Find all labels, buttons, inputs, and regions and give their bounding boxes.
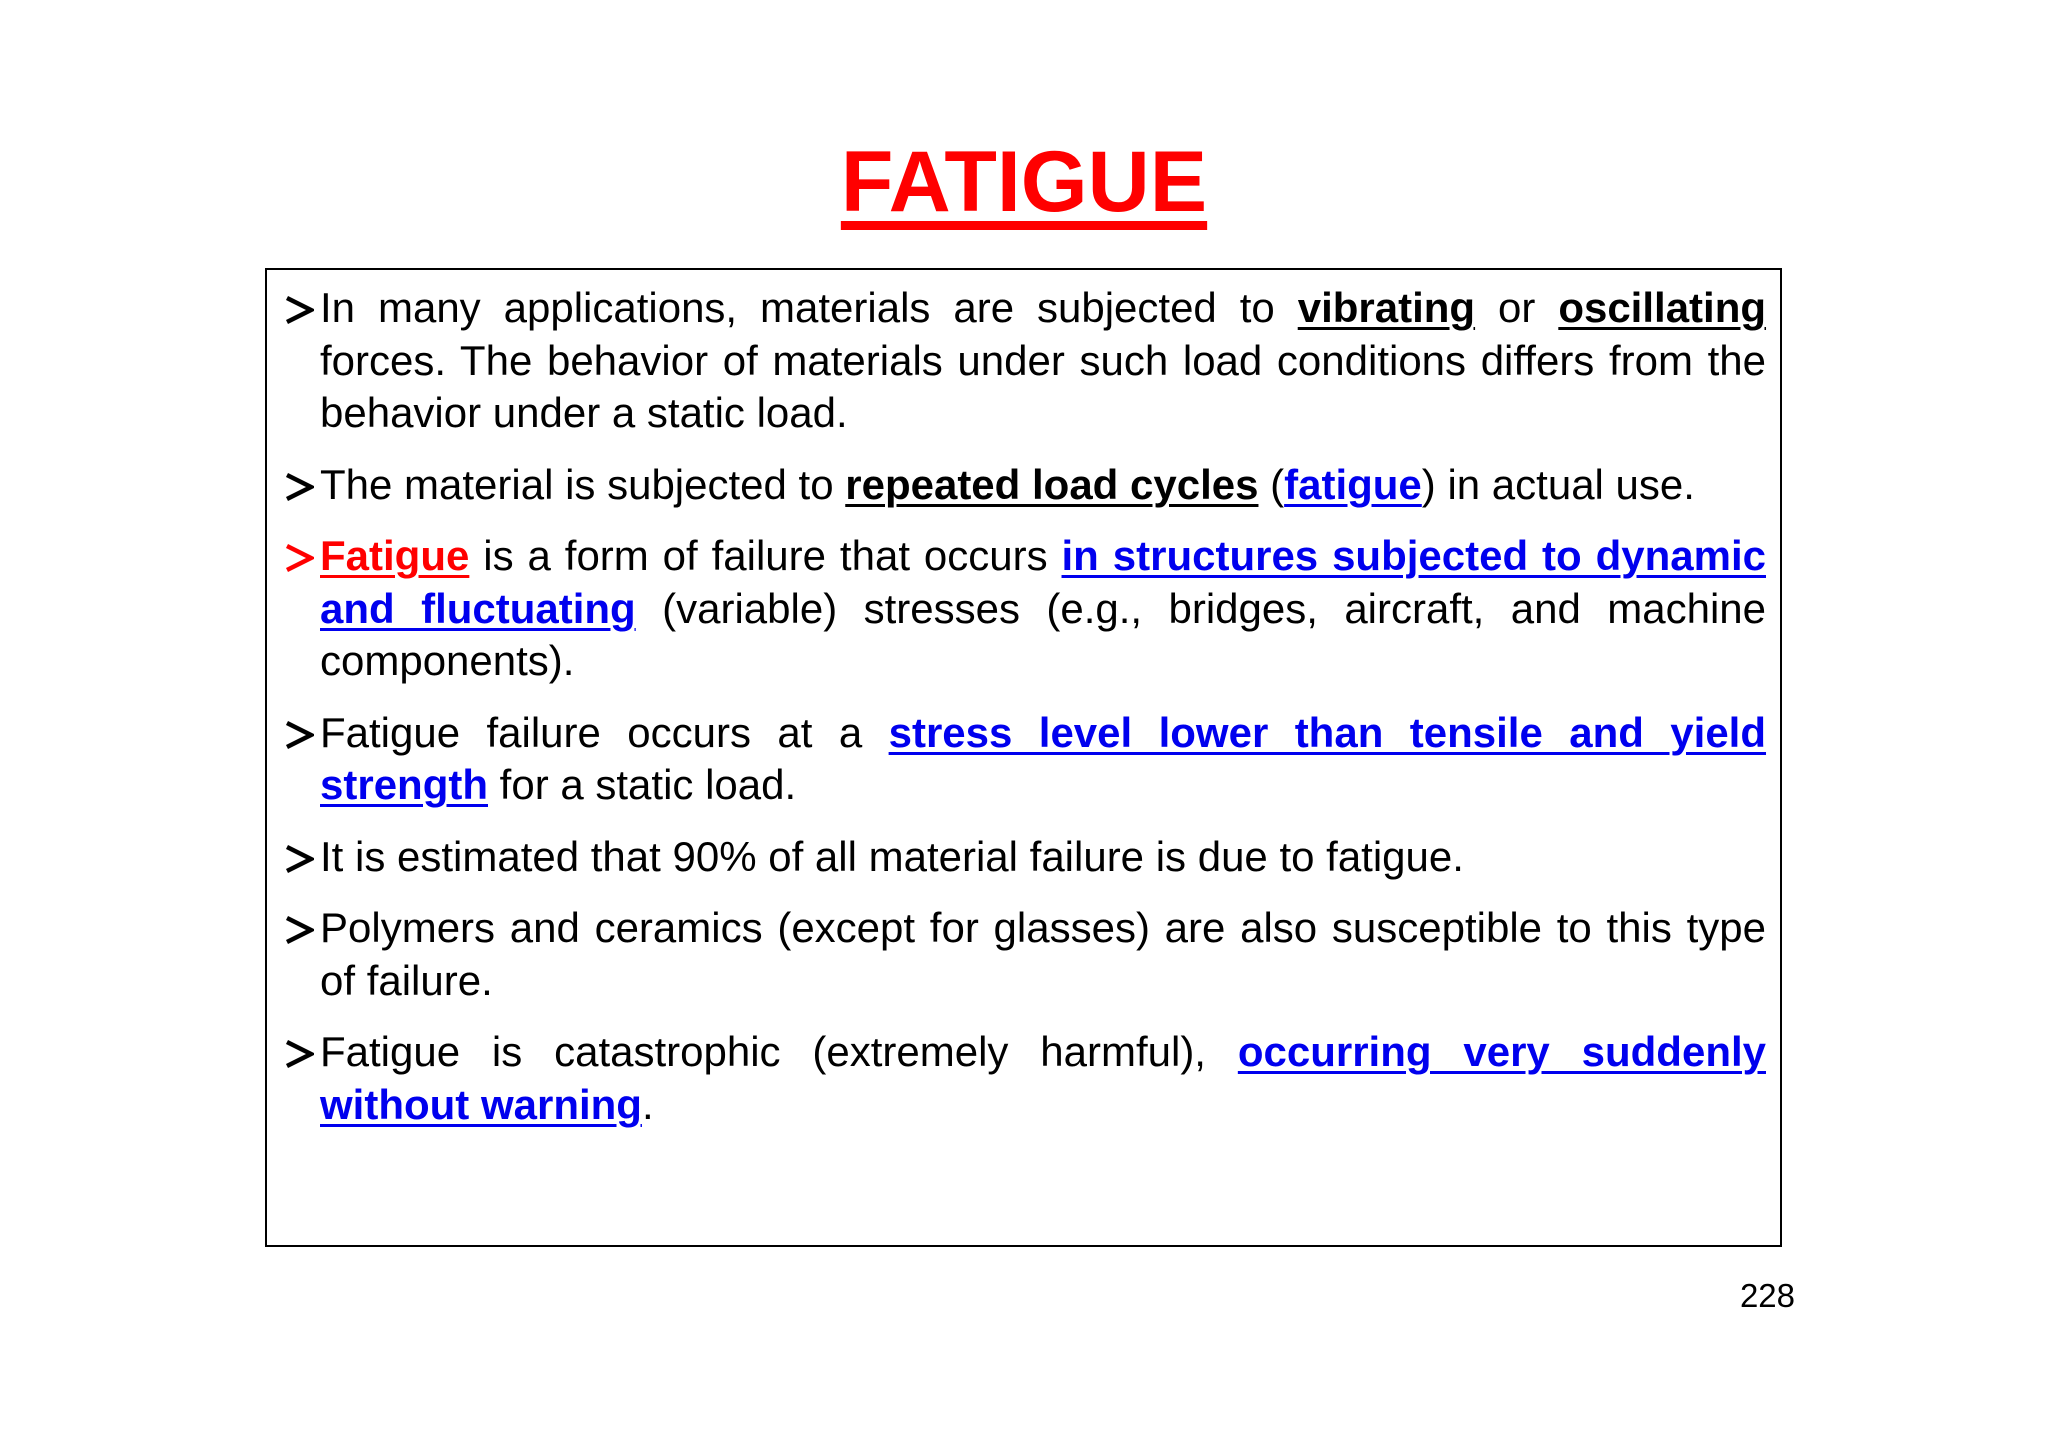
slide-title-text: FATIGUE	[840, 134, 1208, 230]
emphasized-term: stress level lower than tensile and yield strength	[320, 708, 1767, 808]
bullet-list	[284, 282, 1766, 1150]
bullet-text: is a form of failure that occurs	[469, 532, 1062, 579]
emphasized-term: repeated load cycles	[845, 460, 1259, 508]
arrowhead-bullet-icon	[284, 902, 320, 945]
bullet-item	[284, 707, 1766, 812]
emphasized-term: in structures subjected to dynamic and fluctuating	[320, 532, 1766, 632]
bullet-item	[284, 459, 1766, 512]
arrowhead-bullet-icon	[284, 282, 320, 325]
bullet-text: .	[641, 1080, 654, 1128]
emphasized-term: oscillating	[1558, 284, 1767, 331]
bullet-text: (	[1258, 460, 1285, 508]
bullet-text: or	[1475, 284, 1559, 331]
arrowhead-bullet-icon	[284, 707, 320, 750]
slide-title	[0, 132, 2048, 232]
bullet-item	[284, 831, 1766, 884]
content-box	[265, 268, 1782, 1247]
arrowhead-bullet-icon	[284, 530, 320, 573]
bullet-text: ) in actual use.	[1421, 460, 1695, 508]
bullet-text: for a static load.	[488, 761, 797, 808]
bullet-item	[284, 282, 1766, 440]
bullet-text: forces. The behavior of materials under such load conditions differs from the behavior under a static load.	[320, 336, 1766, 436]
page-number: 228	[1739, 1277, 1795, 1314]
bullet-text: Fatigue is catastrophic (extremely harmful),	[320, 1028, 1238, 1075]
bullet-item	[284, 902, 1766, 1007]
arrowhead-bullet-icon	[284, 831, 320, 874]
arrowhead-bullet-icon	[284, 1026, 320, 1069]
emphasized-term: occurring very suddenly without warning	[320, 1028, 1766, 1128]
bullet-text: (variable) stresses (e.g., bridges, aircraft, and machine components).	[320, 584, 1766, 684]
bullet-text: In many applications, materials are subjected to	[320, 284, 1298, 331]
bullet-item	[284, 530, 1766, 688]
bullet-text: The material is subjected to	[320, 460, 846, 508]
arrowhead-bullet-icon	[284, 459, 320, 502]
bullet-item	[284, 1026, 1766, 1131]
bullet-text: Fatigue failure occurs at a	[320, 708, 889, 756]
emphasized-term: Fatigue	[320, 532, 470, 579]
bullet-text: It is estimated that 90% of all material failure is due to fatigue.	[320, 832, 1464, 880]
emphasized-term: fatigue	[1284, 460, 1422, 508]
bullet-text: Polymers and ceramics (except for glasses) are also susceptible to this type of failure.	[320, 904, 1766, 1004]
emphasized-term: vibrating	[1297, 284, 1476, 331]
